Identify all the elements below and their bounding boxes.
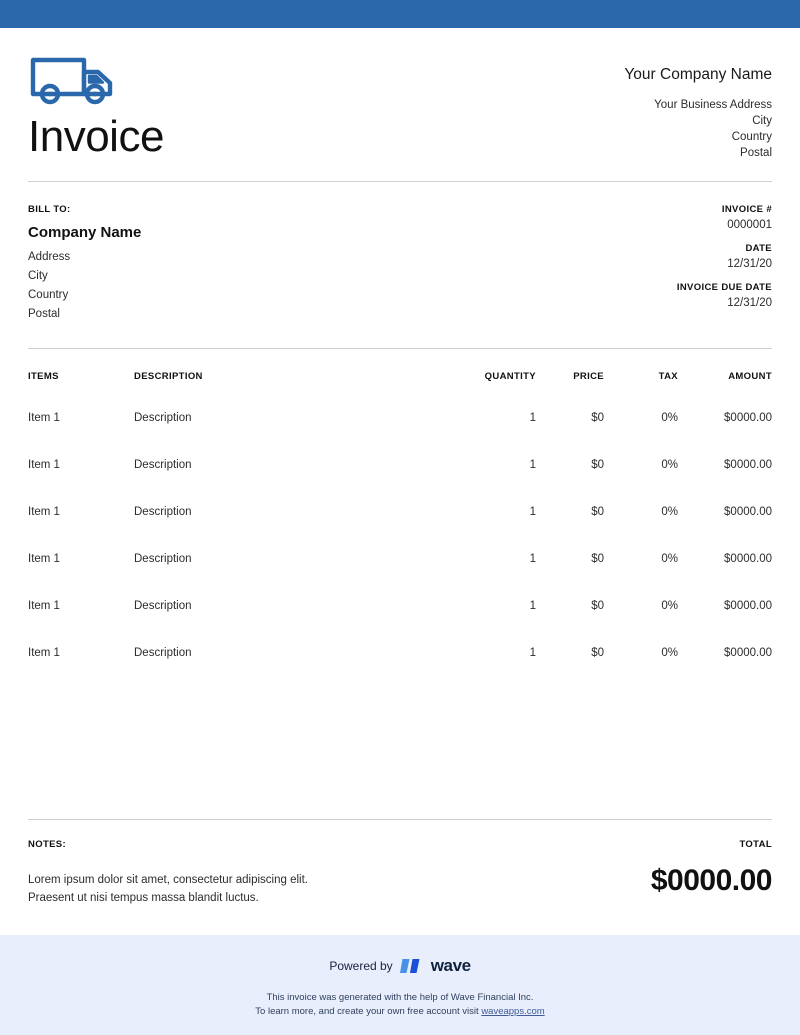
cell-quantity: 1: [529, 459, 536, 471]
bill-to-company: Company Name: [28, 224, 142, 241]
notes-line: Praesent ut nisi tempus massa blandit luctus.: [28, 892, 259, 904]
company-address-line: Country: [731, 131, 772, 143]
footer-fineprint: [28, 991, 772, 1019]
invoice-due-date-label: INVOICE DUE DATE: [676, 282, 772, 293]
total-label: TOTAL: [739, 839, 772, 850]
cell-amount: $0000.00: [724, 506, 772, 518]
notes-block: [28, 839, 308, 907]
table-row: [28, 412, 772, 459]
company-address-line: Postal: [740, 147, 772, 159]
fineprint-prefix: To learn more, and create your own free account visit: [255, 1006, 482, 1017]
cell-tax: 0%: [661, 600, 678, 612]
cell-price: $0: [591, 600, 604, 612]
bill-to-line: Address: [28, 251, 71, 263]
cell-item: Item 1: [28, 412, 60, 424]
cell-tax: 0%: [661, 506, 678, 518]
cell-quantity: 1: [529, 553, 536, 565]
cell-amount: $0000.00: [724, 553, 772, 565]
powered-by-block: [28, 957, 772, 974]
cell-price: $0: [591, 647, 604, 659]
cell-quantity: 1: [529, 600, 536, 612]
cell-quantity: 1: [529, 412, 536, 424]
cell-quantity: 1: [529, 647, 536, 659]
total-amount: $0000.00: [650, 864, 772, 897]
cell-price: $0: [591, 459, 604, 471]
cell-item: Item 1: [28, 459, 60, 471]
top-accent-bar: [0, 0, 800, 28]
table-row: [28, 553, 772, 600]
invoice-due-date-value: 12/31/20: [727, 297, 772, 309]
company-name: Your Company Name: [624, 66, 772, 83]
notes-line: Lorem ipsum dolor sit amet, consectetur adipiscing elit.: [28, 874, 308, 886]
column-header-price: PRICE: [573, 371, 604, 382]
total-block: [651, 839, 772, 898]
company-address-line: City: [752, 115, 772, 127]
items-table: [28, 371, 772, 659]
brand-block: [28, 54, 164, 160]
cell-description: Description: [134, 412, 192, 424]
masthead: [28, 28, 772, 181]
cell-item: Item 1: [28, 553, 60, 565]
cell-amount: $0000.00: [724, 600, 772, 612]
cell-item: Item 1: [28, 506, 60, 518]
column-header-items: ITEMS: [28, 371, 59, 382]
bill-to-section: [28, 182, 772, 348]
table-row: [28, 647, 772, 659]
cell-tax: 0%: [661, 553, 678, 565]
cell-amount: $0000.00: [724, 459, 772, 471]
wave-mark-icon: [400, 958, 426, 974]
bill-to-label: BILL TO:: [28, 204, 71, 215]
company-address-line: Your Business Address: [654, 99, 772, 111]
cell-price: $0: [591, 553, 604, 565]
table-row: [28, 459, 772, 506]
cell-price: $0: [591, 506, 604, 518]
waveapps-link[interactable]: waveapps.com: [481, 1006, 545, 1017]
fineprint-line-2: [28, 1005, 772, 1019]
column-header-description: DESCRIPTION: [134, 371, 203, 382]
cell-description: Description: [134, 553, 192, 565]
cell-description: Description: [134, 459, 192, 471]
table-row: [28, 506, 772, 553]
powered-by-text: Powered by: [329, 958, 393, 973]
cell-tax: 0%: [661, 459, 678, 471]
invoice-meta-block: [582, 204, 772, 324]
invoice-date-value: 12/31/20: [727, 258, 772, 270]
invoice-number-label: INVOICE #: [721, 204, 772, 215]
invoice-content: [0, 28, 800, 935]
page-title: Invoice: [28, 112, 164, 161]
cell-item: Item 1: [28, 647, 60, 659]
cell-quantity: 1: [529, 506, 536, 518]
bill-to-line: Postal: [28, 308, 60, 320]
column-header-amount: AMOUNT: [728, 371, 772, 382]
cell-description: Description: [134, 600, 192, 612]
cell-description: Description: [134, 506, 192, 518]
cell-description: Description: [134, 647, 192, 659]
wave-logo: [400, 957, 471, 974]
footer: [0, 935, 800, 1035]
cell-amount: $0000.00: [724, 647, 772, 659]
bill-to-line: City: [28, 270, 48, 282]
invoice-date-label: DATE: [745, 243, 772, 254]
bill-to-block: [28, 204, 141, 324]
notes-label: NOTES:: [28, 839, 66, 850]
totals-section: [28, 820, 772, 935]
column-header-quantity: QUANTITY: [484, 371, 536, 382]
table-spacer: [28, 659, 772, 819]
cell-tax: 0%: [661, 647, 678, 659]
delivery-truck-icon: [28, 54, 164, 106]
cell-amount: $0000.00: [724, 412, 772, 424]
fineprint-line-1: This invoice was generated with the help of Wave Financial Inc.: [266, 992, 534, 1003]
cell-price: $0: [591, 412, 604, 424]
cell-item: Item 1: [28, 600, 60, 612]
divider-items: [28, 348, 772, 349]
table-header-row: [28, 371, 772, 412]
notes-text: [28, 871, 308, 907]
column-header-tax: TAX: [658, 371, 678, 382]
wave-wordmark: wave: [430, 956, 471, 975]
cell-tax: 0%: [661, 412, 678, 424]
bill-to-line: Country: [28, 289, 69, 301]
invoice-number-value: 0000001: [727, 219, 772, 231]
table-row: [28, 600, 772, 647]
company-info: [624, 54, 772, 161]
